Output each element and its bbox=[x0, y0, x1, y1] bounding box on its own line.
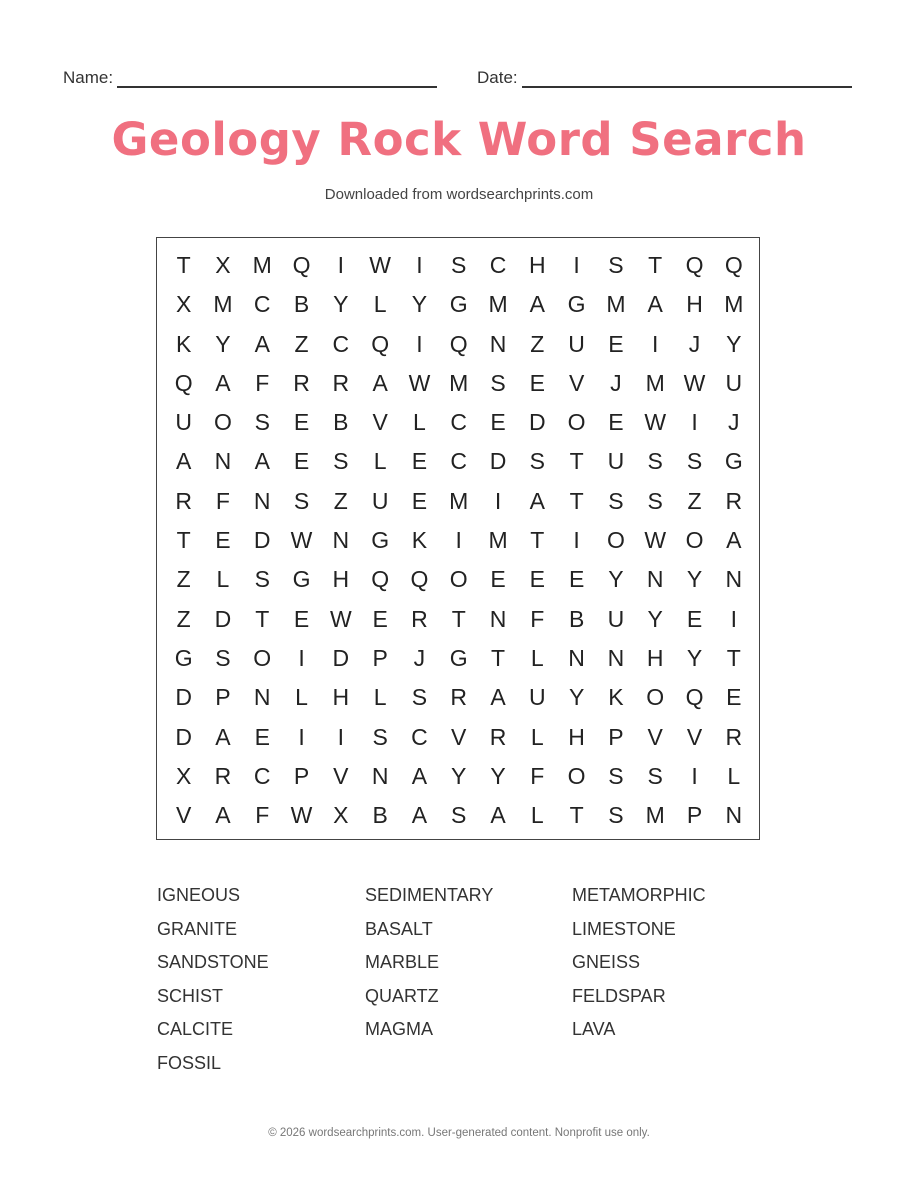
grid-cell[interactable]: B bbox=[293, 291, 310, 318]
grid-cell[interactable]: O bbox=[567, 409, 586, 436]
grid-cell[interactable]: T bbox=[530, 527, 545, 554]
grid-cell[interactable]: H bbox=[529, 252, 546, 278]
grid-cell[interactable]: F bbox=[255, 369, 270, 396]
grid-cell[interactable]: V bbox=[175, 802, 192, 829]
grid-cell[interactable]: M bbox=[449, 369, 469, 396]
grid-cell[interactable]: S bbox=[411, 684, 428, 711]
grid-cell[interactable]: F bbox=[215, 487, 230, 514]
grid-cell[interactable]: Y bbox=[490, 762, 506, 789]
word-list-item: FELDSPAR bbox=[572, 985, 666, 1006]
grid-cell[interactable]: I bbox=[573, 252, 580, 278]
grid-cell[interactable]: X bbox=[215, 252, 231, 278]
grid-cell[interactable]: I bbox=[416, 330, 423, 357]
grid-cell[interactable]: H bbox=[332, 566, 350, 593]
grid-cell[interactable]: W bbox=[290, 802, 313, 829]
grid-cell[interactable]: A bbox=[215, 723, 231, 750]
grid-cell[interactable]: T bbox=[176, 252, 191, 278]
word-list-item: MARBLE bbox=[365, 952, 440, 972]
word-list-item: CALCITE bbox=[157, 1019, 234, 1039]
grid-cell[interactable]: S bbox=[686, 448, 703, 475]
word-list-item: GRANITE bbox=[157, 918, 238, 939]
grid-cell[interactable]: A bbox=[411, 762, 428, 789]
grid-cell[interactable]: P bbox=[215, 684, 231, 711]
grid-cell[interactable]: O bbox=[567, 762, 586, 789]
grid-cell[interactable]: U bbox=[725, 369, 743, 396]
grid-cell[interactable]: V bbox=[333, 762, 349, 789]
grid-cell[interactable]: H bbox=[686, 291, 703, 318]
grid-cell[interactable]: W bbox=[408, 369, 431, 396]
grid-cell[interactable]: N bbox=[489, 605, 507, 632]
grid-cell[interactable]: Z bbox=[294, 330, 309, 357]
grid-cell[interactable]: Q bbox=[685, 252, 704, 278]
grid-cell[interactable]: E bbox=[411, 487, 428, 514]
grid-cell[interactable]: D bbox=[489, 448, 507, 475]
grid-cell[interactable]: D bbox=[175, 723, 192, 750]
grid-cell[interactable]: E bbox=[608, 330, 624, 357]
grid-cell[interactable]: E bbox=[490, 409, 506, 436]
grid-cell[interactable]: N bbox=[725, 566, 743, 593]
grid-cell[interactable]: N bbox=[253, 684, 271, 711]
word-list bbox=[157, 884, 777, 1074]
grid-cell[interactable]: S bbox=[490, 369, 506, 396]
grid-cell[interactable]: R bbox=[293, 369, 310, 396]
grid-cell[interactable]: G bbox=[449, 291, 468, 318]
grid-cell[interactable]: T bbox=[176, 527, 191, 554]
grid-cell[interactable]: M bbox=[449, 487, 469, 514]
grid-cell[interactable]: X bbox=[175, 762, 192, 789]
grid-cell[interactable]: L bbox=[216, 566, 230, 593]
grid-cell[interactable]: T bbox=[255, 605, 270, 632]
grid-cell[interactable]: F bbox=[530, 762, 545, 789]
grid-cell[interactable]: Q bbox=[371, 566, 390, 593]
grid-cell[interactable]: S bbox=[608, 802, 624, 829]
grid-cell[interactable]: C bbox=[253, 291, 271, 318]
grid-row bbox=[164, 757, 759, 796]
grid-cell[interactable]: H bbox=[568, 723, 585, 750]
grid-cell[interactable]: U bbox=[607, 605, 625, 632]
grid-row bbox=[164, 639, 759, 678]
grid-cell[interactable]: Q bbox=[449, 330, 468, 357]
letter-grid-body bbox=[164, 246, 759, 835]
grid-cell[interactable]: R bbox=[450, 684, 468, 711]
grid-cell[interactable]: O bbox=[646, 684, 665, 711]
grid-row bbox=[164, 718, 759, 757]
grid-cell[interactable]: L bbox=[530, 723, 544, 750]
grid-cell[interactable]: Y bbox=[647, 605, 663, 632]
grid-cell[interactable]: N bbox=[371, 762, 389, 789]
grid-cell[interactable]: L bbox=[373, 684, 387, 711]
grid-cell[interactable]: S bbox=[293, 487, 310, 514]
word-list-item: MAGMA bbox=[365, 1019, 434, 1039]
grid-cell[interactable]: T bbox=[451, 605, 466, 632]
grid-cell[interactable]: A bbox=[490, 684, 506, 711]
grid-cell[interactable]: W bbox=[369, 252, 391, 278]
grid-cell[interactable]: L bbox=[530, 802, 544, 829]
word-list-item: QUARTZ bbox=[365, 985, 439, 1006]
grid-cell[interactable]: O bbox=[214, 409, 232, 436]
grid-cell[interactable]: A bbox=[175, 448, 192, 475]
word-list-item: METAMORPHIC bbox=[572, 885, 706, 905]
footer-note: © 2026 wordsearchprints.com. User-generated content. Nonprofit use only. bbox=[268, 1127, 650, 1139]
grid-cell[interactable]: U bbox=[371, 487, 389, 514]
grid-cell[interactable]: P bbox=[293, 762, 310, 789]
grid-cell[interactable]: D bbox=[253, 527, 271, 554]
grid-cell[interactable]: R bbox=[725, 487, 743, 514]
grid-cell[interactable]: X bbox=[333, 802, 349, 829]
grid-cell[interactable]: I bbox=[730, 605, 737, 632]
grid-cell[interactable]: W bbox=[683, 369, 706, 396]
grid-cell[interactable]: R bbox=[332, 369, 350, 396]
grid-cell[interactable]: D bbox=[332, 644, 350, 671]
grid-cell[interactable]: N bbox=[607, 644, 625, 671]
grid-cell[interactable]: N bbox=[725, 802, 743, 829]
grid-cell[interactable]: J bbox=[728, 409, 740, 436]
grid-cell[interactable]: A bbox=[529, 487, 545, 514]
grid-cell[interactable]: I bbox=[298, 723, 305, 750]
grid-cell[interactable]: A bbox=[254, 448, 270, 475]
grid-cell[interactable]: T bbox=[490, 644, 506, 671]
grid-cell[interactable]: C bbox=[332, 330, 350, 357]
grid-cell[interactable]: Y bbox=[215, 330, 231, 357]
grid-cell[interactable]: B bbox=[333, 409, 349, 436]
grid-cell[interactable]: D bbox=[214, 605, 232, 632]
grid-row bbox=[164, 521, 759, 560]
grid-cell[interactable]: M bbox=[488, 527, 508, 554]
grid-cell[interactable]: W bbox=[644, 409, 667, 436]
grid-cell[interactable]: H bbox=[646, 644, 664, 671]
grid-row bbox=[164, 560, 759, 599]
grid-cell[interactable]: A bbox=[411, 802, 428, 829]
grid-cell[interactable]: V bbox=[568, 369, 585, 396]
grid-cell[interactable]: R bbox=[489, 723, 507, 750]
grid-cell[interactable]: P bbox=[608, 723, 624, 750]
grid-cell[interactable]: E bbox=[411, 448, 428, 475]
grid-cell[interactable]: N bbox=[568, 644, 585, 671]
grid-cell[interactable]: S bbox=[215, 644, 231, 671]
grid-cell[interactable]: S bbox=[333, 448, 349, 475]
grid-cell[interactable]: I bbox=[337, 252, 345, 278]
grid-cell[interactable]: B bbox=[568, 605, 585, 632]
grid-cell[interactable]: E bbox=[568, 566, 585, 593]
grid-cell[interactable]: C bbox=[411, 723, 428, 750]
grid-cell[interactable]: Y bbox=[568, 684, 585, 711]
grid-row bbox=[164, 796, 759, 835]
grid-cell[interactable]: J bbox=[610, 369, 622, 396]
grid-cell[interactable]: E bbox=[293, 409, 310, 436]
grid-cell[interactable]: J bbox=[413, 644, 426, 671]
grid-cell[interactable]: S bbox=[647, 487, 663, 514]
grid-cell[interactable]: V bbox=[686, 723, 703, 750]
grid-cell[interactable]: W bbox=[644, 527, 667, 554]
grid-cell[interactable]: V bbox=[647, 723, 663, 750]
grid-cell[interactable]: C bbox=[450, 448, 468, 475]
grid-row bbox=[164, 678, 759, 717]
grid-cell[interactable]: E bbox=[215, 527, 231, 554]
grid-cell[interactable]: T bbox=[648, 252, 663, 278]
grid-cell[interactable]: A bbox=[215, 802, 231, 829]
grid-cell[interactable]: K bbox=[175, 330, 192, 357]
grid-row bbox=[164, 442, 759, 481]
grid-cell[interactable]: S bbox=[608, 762, 624, 789]
grid-cell[interactable]: S bbox=[254, 566, 270, 593]
grid-cell[interactable]: W bbox=[290, 527, 313, 554]
name-field[interactable] bbox=[63, 68, 437, 88]
grid-cell[interactable]: V bbox=[372, 409, 388, 436]
word-list-item: BASALT bbox=[365, 918, 433, 939]
grid-cell[interactable]: A bbox=[490, 802, 506, 829]
word-list-item: LIMESTONE bbox=[572, 918, 676, 939]
grid-cell[interactable]: R bbox=[411, 605, 428, 632]
grid-cell[interactable]: F bbox=[255, 802, 270, 829]
grid-cell[interactable]: A bbox=[254, 330, 270, 357]
date-input-line[interactable] bbox=[522, 72, 852, 88]
grid-cell[interactable]: Y bbox=[726, 330, 742, 357]
grid-row bbox=[164, 482, 759, 521]
grid-cell[interactable]: N bbox=[214, 448, 232, 475]
grid-cell[interactable]: U bbox=[175, 409, 192, 436]
page-subtitle: Downloaded from wordsearchprints.com bbox=[324, 186, 594, 203]
word-list-item: GNEISS bbox=[572, 952, 641, 972]
grid-cell[interactable]: N bbox=[332, 527, 350, 554]
grid-cell[interactable]: L bbox=[727, 762, 741, 789]
grid-cell[interactable]: C bbox=[253, 762, 271, 789]
grid-cell[interactable]: I bbox=[573, 527, 580, 554]
grid-cell[interactable]: U bbox=[568, 330, 585, 357]
grid-cell[interactable]: A bbox=[372, 369, 388, 396]
grid-cell[interactable]: O bbox=[685, 527, 704, 554]
grid-cell[interactable]: E bbox=[726, 684, 742, 711]
grid-cell[interactable]: S bbox=[529, 448, 545, 475]
grid-cell[interactable]: I bbox=[494, 487, 502, 514]
grid-cell[interactable]: K bbox=[411, 527, 428, 554]
grid-cell[interactable]: Y bbox=[333, 291, 349, 318]
grid-cell[interactable]: E bbox=[254, 723, 270, 750]
word-list-item: SCHIST bbox=[157, 985, 224, 1006]
grid-cell[interactable]: S bbox=[608, 487, 624, 514]
grid-row bbox=[164, 246, 759, 285]
grid-cell[interactable]: I bbox=[337, 723, 345, 750]
grid-row bbox=[164, 600, 759, 639]
word-list-item: SANDSTONE bbox=[157, 952, 269, 972]
grid-cell[interactable]: Q bbox=[410, 566, 429, 593]
grid-cell[interactable]: S bbox=[608, 252, 624, 278]
grid-cell[interactable]: Y bbox=[608, 566, 624, 593]
grid-cell[interactable]: O bbox=[606, 527, 625, 554]
word-list-item: FOSSIL bbox=[157, 1052, 222, 1073]
grid-cell[interactable]: G bbox=[174, 644, 193, 671]
grid-cell[interactable]: R bbox=[214, 762, 232, 789]
grid-cell[interactable]: G bbox=[449, 644, 468, 671]
grid-row bbox=[164, 403, 759, 442]
grid-cell[interactable]: E bbox=[529, 369, 545, 396]
grid-cell[interactable]: C bbox=[450, 409, 468, 436]
grid-cell[interactable]: Q bbox=[174, 369, 193, 396]
grid-cell[interactable]: S bbox=[647, 448, 663, 475]
word-list-item: LAVA bbox=[572, 1019, 616, 1039]
grid-cell[interactable]: L bbox=[373, 448, 387, 475]
grid-cell[interactable]: M bbox=[606, 291, 626, 318]
grid-cell[interactable]: E bbox=[608, 409, 624, 436]
grid-cell[interactable]: I bbox=[691, 409, 698, 436]
grid-cell[interactable]: X bbox=[175, 291, 192, 318]
date-label: Date: bbox=[477, 68, 518, 87]
grid-cell[interactable]: A bbox=[529, 291, 545, 318]
page-title: Geology Rock Word Search bbox=[111, 113, 807, 166]
grid-cell[interactable]: A bbox=[215, 369, 231, 396]
grid-cell[interactable]: Z bbox=[687, 487, 702, 514]
grid-cell[interactable]: H bbox=[332, 684, 350, 711]
date-field[interactable] bbox=[477, 68, 852, 88]
grid-cell[interactable]: E bbox=[293, 448, 310, 475]
grid-cell[interactable]: N bbox=[646, 566, 664, 593]
grid-cell[interactable]: D bbox=[529, 409, 546, 436]
grid-cell[interactable]: N bbox=[489, 330, 507, 357]
grid-cell[interactable]: A bbox=[726, 527, 742, 554]
grid-cell[interactable]: Q bbox=[292, 252, 311, 278]
grid-cell[interactable]: E bbox=[293, 605, 310, 632]
grid-row bbox=[164, 285, 759, 324]
grid-cell[interactable]: E bbox=[372, 605, 388, 632]
grid-cell[interactable]: E bbox=[686, 605, 703, 632]
grid-cell[interactable]: Z bbox=[176, 566, 191, 593]
grid-cell[interactable]: L bbox=[295, 684, 308, 711]
grid-cell[interactable]: U bbox=[607, 448, 625, 475]
grid-cell[interactable]: Y bbox=[451, 762, 467, 789]
grid-cell[interactable]: S bbox=[647, 762, 663, 789]
grid-cell[interactable]: E bbox=[529, 566, 545, 593]
grid-cell[interactable]: E bbox=[490, 566, 506, 593]
grid-cell[interactable]: T bbox=[726, 644, 741, 671]
grid-cell[interactable]: O bbox=[253, 644, 272, 671]
letter-grid[interactable] bbox=[156, 237, 760, 840]
grid-cell[interactable]: N bbox=[253, 487, 271, 514]
name-label: Name: bbox=[63, 68, 114, 87]
grid-cell[interactable]: Q bbox=[724, 252, 743, 278]
grid-cell[interactable]: M bbox=[645, 369, 665, 396]
grid-cell[interactable]: T bbox=[569, 448, 584, 475]
grid-cell[interactable]: Y bbox=[686, 566, 703, 593]
grid-cell[interactable]: A bbox=[647, 291, 663, 318]
grid-cell[interactable]: I bbox=[298, 644, 305, 671]
grid-cell[interactable]: C bbox=[489, 252, 507, 278]
grid-cell[interactable]: G bbox=[292, 566, 311, 593]
grid-cell[interactable]: M bbox=[488, 291, 508, 318]
grid-cell[interactable]: B bbox=[372, 802, 388, 829]
grid-row bbox=[164, 364, 759, 403]
grid-cell[interactable]: P bbox=[372, 644, 388, 671]
grid-cell[interactable]: Q bbox=[685, 684, 704, 711]
grid-cell[interactable]: U bbox=[529, 684, 546, 711]
grid-cell[interactable]: T bbox=[569, 487, 584, 514]
grid-cell[interactable]: M bbox=[645, 802, 665, 829]
grid-cell[interactable]: G bbox=[371, 527, 390, 554]
grid-cell[interactable]: Y bbox=[686, 644, 703, 671]
grid-cell[interactable]: G bbox=[567, 291, 586, 318]
grid-cell[interactable]: T bbox=[569, 802, 584, 829]
grid-cell[interactable]: D bbox=[175, 684, 192, 711]
grid-cell[interactable]: F bbox=[530, 605, 545, 632]
word-list-item: SEDIMENTARY bbox=[365, 885, 494, 905]
grid-cell[interactable]: Z bbox=[333, 487, 348, 514]
grid-cell[interactable]: O bbox=[449, 566, 468, 593]
grid-cell[interactable]: I bbox=[416, 252, 423, 278]
grid-cell[interactable]: M bbox=[252, 252, 272, 278]
grid-cell[interactable]: L bbox=[530, 644, 544, 671]
grid-cell[interactable]: S bbox=[254, 409, 270, 436]
grid-cell[interactable]: L bbox=[413, 409, 426, 436]
grid-cell[interactable]: J bbox=[688, 330, 701, 357]
grid-cell[interactable]: V bbox=[451, 723, 467, 750]
word-list-item: IGNEOUS bbox=[157, 885, 241, 905]
grid-cell[interactable]: R bbox=[725, 723, 743, 750]
grid-cell[interactable]: R bbox=[175, 487, 192, 514]
grid-cell[interactable]: I bbox=[455, 527, 462, 554]
grid-cell[interactable]: Z bbox=[530, 330, 545, 357]
grid-cell[interactable]: I bbox=[691, 762, 698, 789]
grid-cell[interactable]: W bbox=[329, 605, 352, 632]
name-input-line[interactable] bbox=[117, 72, 437, 88]
grid-cell[interactable]: Q bbox=[371, 330, 390, 357]
grid-cell[interactable]: S bbox=[372, 723, 388, 750]
grid-cell[interactable]: M bbox=[724, 291, 744, 318]
grid-cell[interactable]: G bbox=[724, 448, 743, 475]
grid-cell[interactable]: Y bbox=[411, 291, 428, 318]
grid-cell[interactable]: L bbox=[373, 291, 387, 318]
grid-cell[interactable]: K bbox=[608, 684, 624, 711]
grid-row bbox=[164, 325, 759, 364]
grid-cell[interactable]: M bbox=[213, 291, 233, 318]
grid-cell[interactable]: P bbox=[686, 802, 703, 829]
grid-cell[interactable]: S bbox=[451, 802, 467, 829]
grid-cell[interactable]: I bbox=[652, 330, 659, 357]
grid-cell[interactable]: Z bbox=[176, 605, 191, 632]
grid-cell[interactable]: S bbox=[451, 252, 467, 278]
